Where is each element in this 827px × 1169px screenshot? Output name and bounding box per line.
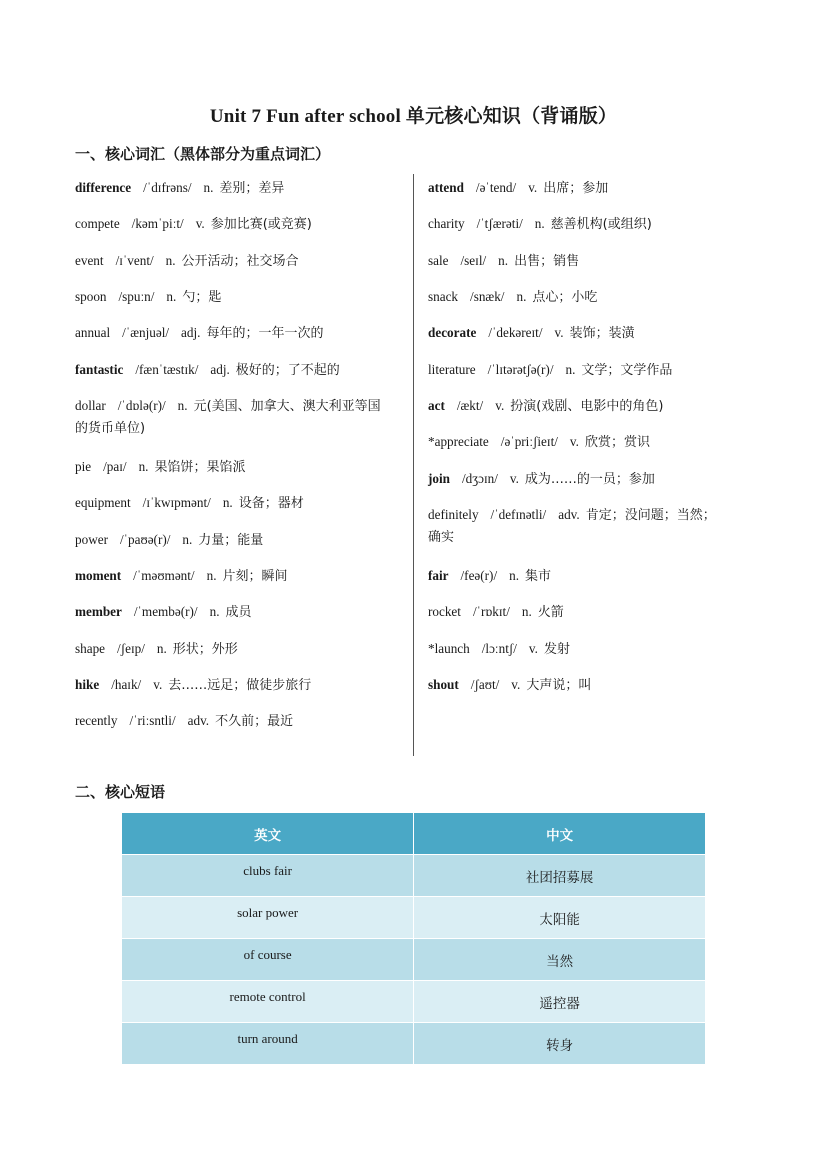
section-heading-vocabulary: 一、核心词汇（黑体部分为重点词汇） [75, 147, 331, 163]
vocab-word: power [75, 531, 108, 547]
vocab-part-of-speech: n. [209, 604, 220, 620]
vocab-word: *appreciate [428, 434, 489, 450]
vocab-word: charity [428, 216, 465, 232]
vocab-phonetic: /ˈdefɪnətli/ [490, 507, 547, 523]
vocab-word: compete [75, 216, 120, 232]
vocab-entry [75, 249, 411, 285]
vocab-phonetic: /ˈməʊmənt/ [133, 568, 195, 584]
vocab-meaning: 慈善机构(或组织) [550, 217, 652, 233]
vocab-word: member [75, 604, 122, 620]
vocab-entry [428, 600, 758, 636]
phrase-table [122, 813, 706, 1064]
vocab-meaning: 装饰；装潢 [569, 326, 635, 342]
vocab-entry [428, 503, 758, 564]
vocab-entry [75, 321, 411, 357]
page-title: Unit 7 Fun after school 单元核心知识（背诵版） [209, 106, 618, 127]
vocab-entry [428, 394, 758, 430]
phrase-chinese: 太阳能 [414, 897, 706, 939]
vocab-meaning: 不久前；最近 [215, 714, 294, 730]
vocab-part-of-speech: n. [156, 640, 167, 656]
phrase-chinese: 当然 [414, 939, 706, 981]
vocab-part-of-speech: n. [182, 531, 193, 547]
vocab-meaning: 集市 [525, 569, 552, 585]
vocab-meaning: 肯定；没问题；当然； [585, 508, 716, 524]
vocab-part-of-speech: n. [498, 252, 509, 268]
vocab-part-of-speech: v. [528, 180, 538, 195]
vocab-entry [75, 637, 411, 673]
vocab-word: fantastic [75, 361, 124, 377]
vocab-entry [75, 358, 411, 394]
vocab-phonetic: /ˈmembə(r)/ [133, 604, 198, 620]
vocab-entry [428, 564, 758, 600]
vocab-entry [428, 285, 758, 321]
vocab-phonetic: /ʃeɪp/ [117, 640, 145, 656]
vocab-phonetic: /kəmˈpiːt/ [131, 216, 184, 232]
vocab-meaning: 果馅饼；果馅派 [154, 460, 246, 476]
vocab-part-of-speech: v. [569, 434, 579, 450]
vocab-part-of-speech: v. [195, 216, 205, 232]
vocab-meaning: 文学；文学作品 [581, 362, 673, 378]
vocab-entry [75, 528, 411, 564]
vocab-word: spoon [75, 289, 107, 305]
vocab-word: fair [428, 568, 449, 584]
vocab-word: event [75, 252, 104, 268]
vocab-phonetic: /ˈdɒlə(r)/ [117, 398, 166, 414]
phrase-chinese: 社团招募展 [414, 855, 706, 897]
header-chinese: 中文 [414, 813, 706, 855]
phrase-english: of course [122, 939, 414, 981]
vocab-word: definitely [428, 507, 479, 523]
table-row [122, 939, 706, 981]
vocab-meaning: 公开活动；社交场合 [181, 253, 299, 269]
vocab-word: sale [428, 252, 449, 268]
vocab-part-of-speech: n. [166, 289, 177, 305]
vocab-phonetic: /haɪk/ [111, 677, 142, 693]
vocab-part-of-speech: n. [509, 568, 520, 584]
vocab-entry [75, 709, 411, 745]
vocab-part-of-speech: n. [206, 568, 217, 584]
vocab-word: shout [428, 677, 459, 693]
vocab-meaning: 形状；外形 [172, 641, 238, 657]
vocab-word: attend [428, 180, 464, 195]
vocab-entry [75, 455, 411, 491]
vocab-phonetic: /ɪˈkwɪpmənt/ [142, 495, 211, 511]
vocab-meaning: 欣赏；赏识 [584, 435, 650, 451]
vocab-part-of-speech: n. [534, 216, 545, 232]
vocab-part-of-speech: n. [516, 289, 527, 305]
vocab-part-of-speech: n. [203, 180, 214, 195]
vocab-meaning: 火箭 [537, 605, 564, 621]
vocab-part-of-speech: n. [138, 459, 149, 475]
vocab-entry [428, 321, 758, 357]
vocab-meaning: 出席；参加 [543, 181, 609, 196]
phrase-english: clubs fair [122, 855, 414, 897]
vocab-column-right [428, 176, 758, 709]
vocab-meaning: 去……远足；做徒步旅行 [168, 678, 312, 694]
vocab-entry [75, 285, 411, 321]
table-row [122, 1023, 706, 1065]
vocab-phonetic: /snæk/ [470, 289, 505, 305]
vocab-word: act [428, 398, 445, 414]
vocab-entry [428, 212, 758, 248]
vocab-meaning: 参加比赛(或竞赛) [210, 217, 312, 233]
vocab-meaning: 差别；差异 [219, 181, 285, 196]
vocab-meaning: 出售；销售 [514, 253, 580, 269]
vocab-part-of-speech: n. [521, 604, 532, 620]
vocab-phonetic: /ˈrɒkɪt/ [472, 604, 510, 620]
vocab-entry [428, 430, 758, 466]
vocab-entry [428, 249, 758, 285]
vocab-part-of-speech: n. [222, 495, 233, 511]
vocab-meaning: 力量；能量 [198, 532, 264, 548]
vocab-meaning: 每年的；一年一次的 [206, 326, 324, 342]
vocab-entry [75, 491, 411, 527]
vocab-entry [428, 176, 758, 212]
vocab-word: annual [75, 325, 111, 341]
vocab-meaning: 勺；匙 [182, 290, 222, 306]
vocab-phonetic: /ˈtʃærəti/ [476, 216, 523, 232]
vocab-entry [75, 212, 411, 248]
vocab-meaning: 片刻；瞬间 [222, 569, 288, 585]
vocab-meaning: 发射 [543, 641, 570, 657]
vocab-part-of-speech: v. [495, 398, 505, 414]
vocab-word: recently [75, 713, 118, 729]
vocab-meaning-continued: 确实 [428, 530, 455, 546]
vocab-phonetic: /ˈpaʊə(r)/ [119, 531, 171, 547]
vocab-part-of-speech: n. [565, 361, 576, 377]
vocab-phonetic: /əˈpriːʃieɪt/ [500, 434, 558, 450]
vocab-phonetic: /feə(r)/ [460, 568, 498, 584]
vocab-word: hike [75, 677, 100, 693]
vocab-word: moment [75, 568, 122, 584]
vocab-meaning: 成为……的一员；参加 [524, 471, 655, 487]
vocab-part-of-speech: n. [177, 398, 188, 414]
vocab-word: decorate [428, 325, 477, 341]
vocab-phonetic: /ˈdekəreɪt/ [488, 325, 543, 341]
vocab-part-of-speech: n. [165, 252, 176, 268]
vocab-phonetic: /əˈtend/ [475, 180, 517, 195]
vocab-word: shape [75, 640, 106, 656]
vocab-entry [75, 394, 411, 455]
vocab-phonetic: /ˈænjuəl/ [122, 325, 170, 341]
vocab-phonetic: /spuːn/ [118, 289, 155, 305]
vocab-entry [428, 467, 758, 503]
table-row [122, 855, 706, 897]
vocab-entry [75, 176, 411, 212]
vocab-phonetic: /ækt/ [456, 398, 484, 414]
vocab-entry [75, 564, 411, 600]
vocab-word: snack [428, 289, 459, 305]
vocab-word: pie [75, 459, 92, 475]
vocab-phonetic: /ɪˈvent/ [115, 252, 154, 268]
vocab-entry [428, 358, 758, 394]
vocab-phonetic: /seɪl/ [460, 252, 487, 268]
vocab-word: rocket [428, 604, 461, 620]
vocab-word: dollar [75, 398, 106, 414]
vocab-part-of-speech: adj. [210, 361, 230, 377]
vocab-entry [75, 600, 411, 636]
column-divider [413, 174, 414, 756]
section-heading-phrases: 二、核心短语 [75, 785, 166, 801]
vocab-word: difference [75, 180, 132, 195]
phrase-english: turn around [122, 1023, 414, 1065]
vocab-word: join [428, 470, 450, 486]
phrase-table-header [122, 813, 706, 855]
vocab-word: equipment [75, 495, 131, 511]
vocab-phonetic: /fænˈtæstɪk/ [135, 361, 199, 377]
vocab-meaning: 点心；小吃 [532, 290, 598, 306]
vocab-word: *launch [428, 640, 470, 656]
vocab-part-of-speech: adj. [181, 325, 201, 341]
vocab-meaning: 设备；器材 [238, 496, 304, 512]
vocab-part-of-speech: v. [509, 470, 519, 486]
vocab-meaning: 极好的；了不起的 [235, 362, 340, 378]
table-row [122, 981, 706, 1023]
vocab-meaning: 元(美国、加拿大、澳大利亚等国 [193, 399, 381, 415]
phrase-chinese: 转身 [414, 1023, 706, 1065]
phrase-chinese: 遥控器 [414, 981, 706, 1023]
vocab-entry [428, 673, 758, 709]
vocab-part-of-speech: adv. [187, 713, 210, 729]
vocab-phonetic: /ˈdɪfrəns/ [143, 180, 192, 195]
vocab-phonetic: /dʒɔɪn/ [461, 470, 498, 486]
vocab-meaning: 大声说；叫 [526, 678, 592, 694]
vocab-phonetic: /ˈlɪtərətʃə(r)/ [487, 361, 554, 377]
vocab-phonetic: /ˈriːsntli/ [129, 713, 176, 729]
vocab-column-left [75, 176, 411, 746]
vocab-meaning: 扮演(戏剧、电影中的角色) [510, 399, 664, 415]
vocab-entry [428, 637, 758, 673]
vocab-phonetic: /paɪ/ [103, 459, 127, 475]
header-english: 英文 [122, 813, 414, 855]
vocab-part-of-speech: v. [511, 677, 521, 693]
vocab-phonetic: /ʃaʊt/ [470, 677, 500, 693]
vocab-entry [75, 673, 411, 709]
vocab-part-of-speech: adv. [558, 507, 580, 523]
vocab-phonetic: /lɔːntʃ/ [481, 640, 517, 656]
vocab-part-of-speech: v. [528, 640, 538, 656]
vocab-part-of-speech: v. [554, 325, 564, 341]
vocab-meaning: 成员 [225, 605, 252, 621]
vocab-word: literature [428, 361, 476, 377]
phrase-english: remote control [122, 981, 414, 1023]
phrase-english: solar power [122, 897, 414, 939]
vocab-part-of-speech: v. [153, 677, 163, 693]
table-row [122, 897, 706, 939]
vocab-meaning-continued: 的货币单位) [75, 421, 146, 437]
